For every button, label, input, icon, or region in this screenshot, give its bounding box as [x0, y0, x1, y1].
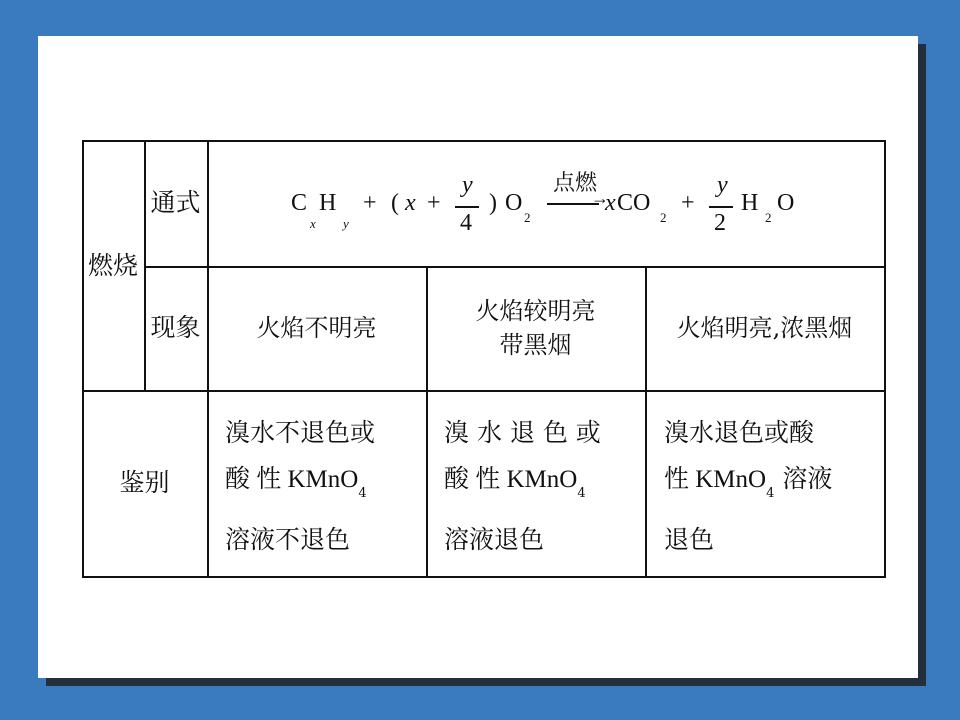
identify-alkyne-line2-text: 性 KMnO	[664, 466, 767, 493]
formula-h: H	[319, 190, 337, 216]
formula-c: C	[291, 190, 308, 216]
fraction2-numerator: y	[717, 172, 728, 198]
formula-plus-2: +	[427, 190, 441, 216]
formula-o2: O	[505, 190, 523, 216]
identify-alkene-line2	[444, 456, 586, 517]
identify-alkyne-line1: 溴水退色或酸	[664, 418, 815, 447]
fraction1-numerator: y	[462, 172, 473, 198]
formula-rparen: )	[489, 190, 497, 216]
fraction2-bar	[709, 206, 733, 208]
identify-alkene-line2-sub: 4	[577, 486, 586, 501]
identify-alkene-line3: 溶液退色	[444, 525, 545, 554]
formula-h2o-sub: 2	[765, 210, 772, 225]
reaction-arrow-head: →	[591, 188, 609, 208]
identify-alkene-line1: 溴 水 退 色 或	[444, 418, 601, 447]
formula-o2-sub: 2	[524, 210, 531, 225]
phenomenon-alkane	[207, 266, 426, 390]
identify-alkane-line1: 溴水不退色或	[225, 418, 376, 447]
formula-x-sub: x	[310, 216, 316, 231]
identify-alkane-line2-text: 酸 性 KMnO	[225, 466, 359, 493]
formula-plus-1: +	[363, 190, 377, 216]
phenomenon-alkene-line2: 带黑烟	[499, 331, 572, 359]
reaction-condition: 点燃	[553, 171, 598, 196]
formula-label: 通式	[150, 188, 201, 218]
formula-lparen: (	[391, 190, 399, 216]
comparison-table	[82, 140, 886, 578]
phenomenon-alkene	[426, 266, 645, 390]
phenomenon-alkane-line1: 火焰不明亮	[256, 314, 377, 342]
phenomenon-alkyne-line1: 火焰明亮,浓黑烟	[676, 314, 853, 342]
identify-alkane-line2	[225, 456, 367, 517]
formula-h2o-h: H	[741, 190, 759, 216]
identify-alkane-line3: 溶液不退色	[225, 525, 351, 554]
table-border-bottom	[82, 576, 886, 578]
combustion-formula	[207, 140, 884, 266]
formula-plus-3: +	[681, 190, 695, 216]
fraction2-denominator: 2	[714, 210, 726, 236]
identify-label: 鉴别	[119, 468, 170, 498]
formula-h2o-o: O	[777, 190, 795, 216]
combustion-label: 燃烧	[87, 250, 138, 280]
phenomenon-label: 现象	[150, 313, 201, 343]
phenomenon-alkyne	[645, 266, 884, 390]
formula-co2: CO	[617, 190, 651, 216]
identify-alkene-line2-text: 酸 性 KMnO	[444, 466, 578, 493]
identify-alkane	[225, 410, 425, 560]
identify-alkyne-line3: 退色	[664, 525, 715, 554]
formula-y-sub: y	[343, 216, 349, 231]
formula-x-coef: x	[405, 190, 416, 216]
formula-x-co2: x	[605, 190, 616, 216]
fraction1-bar	[455, 206, 479, 208]
identify-alkane-line2-sub: 4	[358, 486, 367, 501]
identify-alkyne-line2	[664, 456, 832, 517]
identify-alkyne-line2-sub: 4	[766, 486, 775, 501]
identify-alkene	[444, 410, 644, 560]
identify-alkyne	[664, 410, 880, 560]
phenomenon-alkene-line1: 火焰较明亮	[475, 297, 596, 325]
fraction1-denominator: 4	[460, 210, 472, 236]
formula-co2-sub: 2	[660, 210, 667, 225]
identify-alkyne-line2-tail: 溶液	[774, 464, 833, 493]
table-border-right	[884, 140, 886, 578]
